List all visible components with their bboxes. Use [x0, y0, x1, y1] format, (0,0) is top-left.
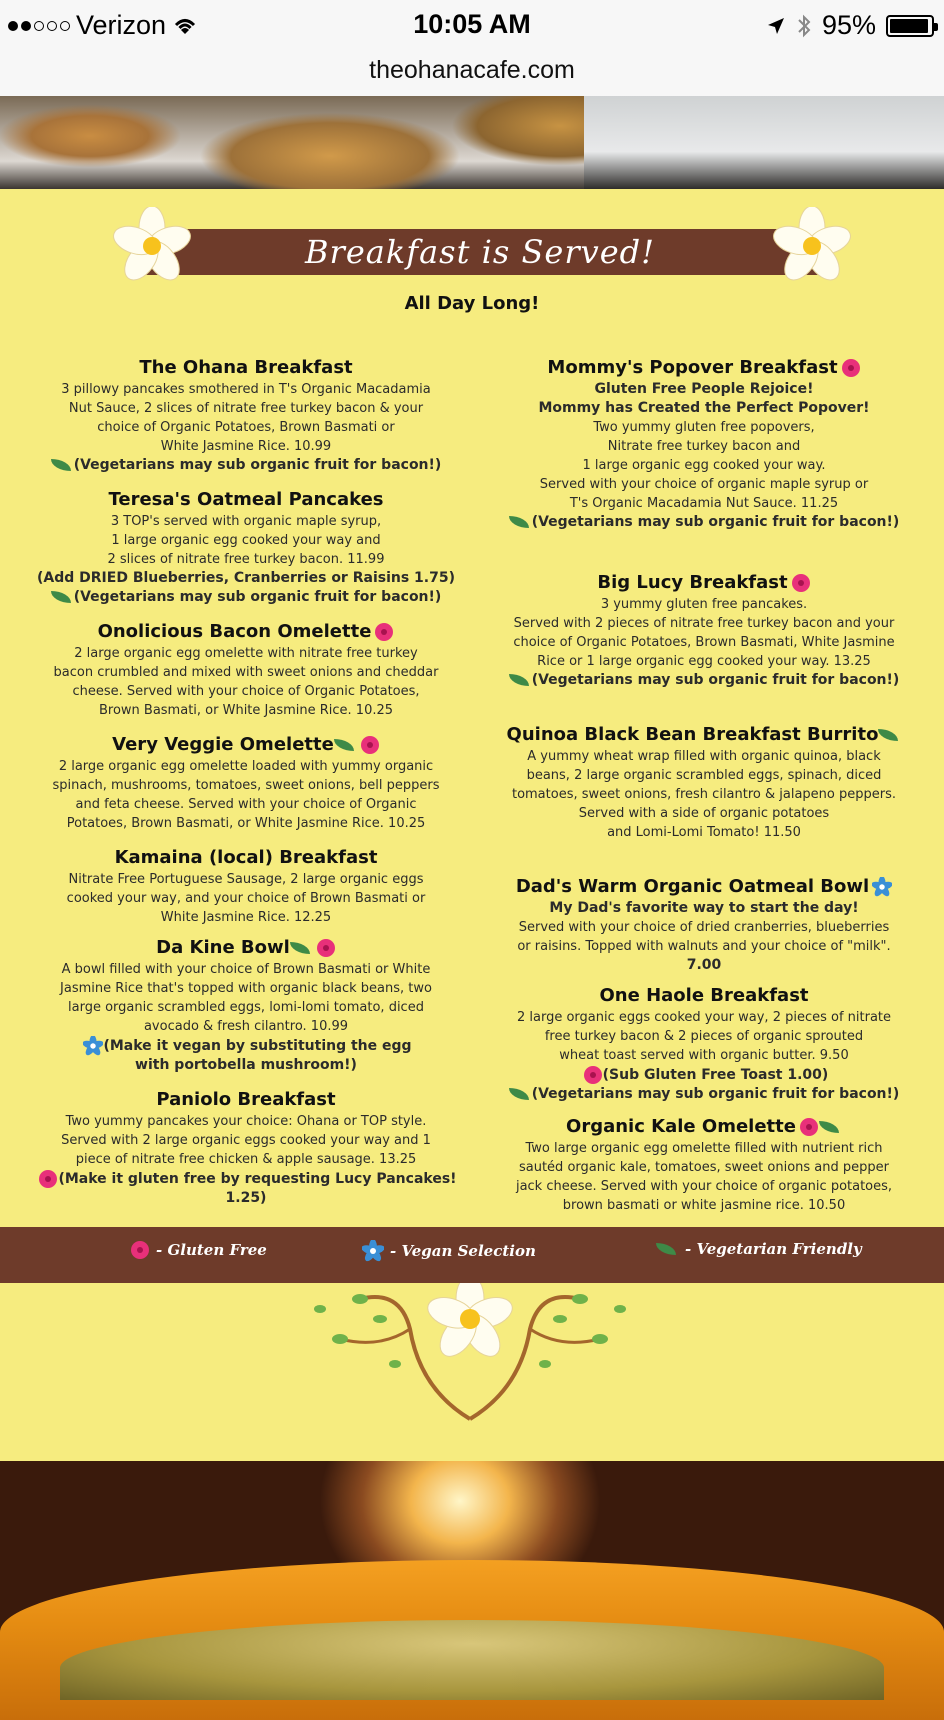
- hibiscus-icon: [791, 573, 811, 593]
- menu-item-line: [26, 531, 466, 550]
- url-bar[interactable]: [0, 50, 944, 97]
- menu-item-line-text: 3 pillowy pancakes smothered in T's Organic Macadamia: [61, 382, 431, 397]
- menu-item-line-text: free turkey bacon & 2 pieces of organic sprouted: [544, 1029, 864, 1044]
- menu-item-line-text: Nitrate free turkey bacon and: [607, 439, 801, 454]
- menu-item: [486, 572, 922, 690]
- menu-item-line: [26, 1131, 466, 1150]
- menu-item-line-text: 1 large organic egg cooked your way and: [111, 533, 381, 548]
- menu-item-name: [26, 357, 466, 378]
- menu-item-line-text: with portobella mushroom!): [135, 1057, 357, 1073]
- menu-item-line: [26, 682, 466, 701]
- menu-item-name: [26, 1089, 466, 1110]
- menu-item-line: [486, 918, 922, 937]
- menu-item-line-text: 2 large organic egg omelette loaded with yummy organic: [58, 759, 434, 774]
- menu-item-line: [486, 1139, 922, 1158]
- menu-item-line-text: spinach, mushrooms, tomatoes, sweet onions, bell peppers: [52, 778, 440, 793]
- menu-item-line-text: large organic scrambled eggs, lomi-lomi tomato, diced: [68, 1000, 424, 1015]
- menu-item-line-text: and Lomi-Lomi Tomato! 11.50: [607, 825, 801, 840]
- leaf-icon: [334, 739, 354, 751]
- menu-item-line-text: Served with your choice of organic maple syrup or: [539, 477, 869, 492]
- tree-illustration: [300, 1269, 640, 1429]
- menu-item-line: [26, 998, 466, 1017]
- menu-item-name: [26, 621, 466, 642]
- menu-item: [26, 734, 466, 833]
- menu-item-line: [486, 614, 922, 633]
- menu-item: [26, 357, 466, 475]
- menu-item-name: [26, 847, 466, 868]
- menu-item-line: [486, 1027, 922, 1046]
- plumeria-flower-icon: [112, 207, 192, 285]
- battery-icon: [886, 15, 934, 37]
- leaf-icon: [509, 516, 529, 528]
- menu-item-line: [486, 595, 922, 614]
- menu-item-line: [26, 870, 466, 889]
- menu-item-line-text: beans, 2 large organic scrambled eggs, spinach, diced: [526, 768, 882, 783]
- menu-item-line-text: (Vegetarians may sub organic fruit for bacon!): [73, 589, 442, 605]
- menu-item-line-text: 7.00: [686, 957, 722, 973]
- menu-item-line-text: Potatoes, Brown Basmati, or White Jasmine Rice. 10.25: [66, 816, 426, 831]
- hibiscus-icon: [360, 735, 380, 755]
- menu-item-line-text: (Add DRIED Blueberries, Cranberries or Raisins 1.75): [37, 570, 455, 586]
- menu-item-line: [486, 456, 922, 475]
- blue-flower-icon: [83, 1036, 103, 1056]
- menu-item: [26, 937, 466, 1075]
- menu-item-line: [26, 399, 466, 418]
- menu-item-line-text: choice of Organic Potatoes, Brown Basmati or: [97, 420, 395, 435]
- carrier-name: Verizon: [76, 10, 167, 40]
- menu-item-line-text: Served with your choice of dried cranberries, blueberries: [518, 920, 890, 935]
- menu-item-name-text: One Haole Breakfast: [599, 985, 809, 1006]
- pancake-photo: [0, 96, 944, 189]
- menu-item-line-text: My Dad's favorite way to start the day!: [549, 900, 859, 916]
- menu-item-line-text: (Make it gluten free by requesting Lucy Pancakes! 1.25): [58, 1171, 457, 1206]
- menu-item-line-text: avocado & fresh cilantro. 10.99: [143, 1019, 349, 1034]
- menu-item-name-text: The Ohana Breakfast: [139, 357, 353, 378]
- hibiscus-icon: [841, 358, 861, 378]
- menu-item-name-text: Organic Kale Omelette: [566, 1116, 796, 1137]
- menu-item-line: [26, 569, 466, 588]
- menu-item-line: [26, 1036, 466, 1056]
- hibiscus-icon: [38, 1169, 58, 1189]
- menu-item-line-text: 2 large organic eggs cooked your way, 2 pieces of nitrate: [516, 1010, 892, 1025]
- menu-item-line: [486, 633, 922, 652]
- menu-item-line: [26, 979, 466, 998]
- menu-item: [486, 876, 922, 975]
- menu-item-name: [486, 1116, 922, 1137]
- menu-item-line-text: Nut Sauce, 2 slices of nitrate free turkey bacon & your: [68, 401, 424, 416]
- menu-item-line-text: Served with 2 large organic eggs cooked your way and 1: [61, 1133, 431, 1148]
- menu-item-line: [486, 1065, 922, 1085]
- menu-item-line: [26, 814, 466, 833]
- menu-item: [486, 724, 922, 842]
- menu-item-line-text: 2 slices of nitrate free turkey bacon. 11.99: [107, 552, 385, 567]
- menu-item-name: [486, 985, 922, 1006]
- menu-item-line-text: T's Organic Macadamia Nut Sauce. 11.25: [569, 496, 839, 511]
- menu-item-line-text: Served with 2 pieces of nitrate free turkey bacon and your: [513, 616, 895, 631]
- menu-item-line-text: Gluten Free People Rejoice!: [594, 381, 814, 397]
- menu-item-line-text: tomatoes, sweet onions, fresh cilantro & jalapeno peppers.: [511, 787, 897, 802]
- menu-item-line-text: brown basmati or white jasmine rice. 10.50: [562, 1198, 846, 1213]
- hibiscus-icon: [316, 938, 336, 958]
- menu-item-name: [486, 876, 922, 897]
- menu-item-line-text: 3 yummy gluten free pancakes.: [600, 597, 808, 612]
- menu-item-line: [486, 437, 922, 456]
- menu-item-line: [26, 776, 466, 795]
- menu-item-line: [26, 418, 466, 437]
- menu-item-line-text: (Vegetarians may sub organic fruit for bacon!): [531, 514, 900, 530]
- menu-item-line-text: Nitrate Free Portuguese Sausage, 2 large organic eggs: [68, 872, 424, 887]
- menu-item-name-text: Onolicious Bacon Omelette: [97, 621, 372, 642]
- menu-item-line: [26, 889, 466, 908]
- menu-item: [486, 1116, 922, 1215]
- menu-item-line-text: Brown Basmati, or White Jasmine Rice. 10.25: [98, 703, 394, 718]
- menu-item-name: [486, 724, 922, 745]
- menu-column-right: [486, 357, 922, 1215]
- menu-item-line: [486, 652, 922, 671]
- blue-flower-icon: [362, 1240, 384, 1262]
- menu-item-line: [486, 956, 922, 975]
- menu-item-line-text: Rice or 1 large organic egg cooked your way. 13.25: [537, 654, 871, 669]
- leaf-icon: [878, 729, 898, 741]
- menu-item-line: [26, 795, 466, 814]
- menu-item-line-text: (Sub Gluten Free Toast 1.00): [602, 1067, 829, 1083]
- menu-item-line-text: (Vegetarians may sub organic fruit for bacon!): [73, 457, 442, 473]
- menu-item: [486, 985, 922, 1104]
- leaf-icon: [290, 942, 310, 954]
- menu-column-left: [26, 357, 466, 1208]
- menu-item-name-text: Kamaina (local) Breakfast: [114, 847, 378, 868]
- menu-item-name-text: Da Kine Bowl: [156, 937, 290, 958]
- menu-item-name: [26, 734, 466, 755]
- plate-image: [584, 96, 944, 189]
- menu-item-line: [486, 1196, 922, 1215]
- hibiscus-icon: [583, 1065, 603, 1085]
- menu-item-line-text: (Vegetarians may sub organic fruit for bacon!): [531, 672, 900, 688]
- menu-item-line: [486, 494, 922, 513]
- menu-item-line: [486, 1046, 922, 1065]
- menu-item-line: [26, 1169, 466, 1208]
- menu-item-line-text: Mommy has Created the Perfect Popover!: [538, 400, 870, 416]
- menu-item-line: [486, 418, 922, 437]
- hibiscus-icon: [374, 622, 394, 642]
- legend-vegan-label: - Vegan Selection: [390, 1242, 536, 1260]
- menu-item-line-text: A yummy wheat wrap filled with organic quinoa, black: [527, 749, 881, 764]
- menu-item: [486, 357, 922, 532]
- legend-gluten-free-label: - Gluten Free: [156, 1241, 267, 1259]
- menu-item-line: [26, 512, 466, 531]
- menu-item: [26, 1089, 466, 1208]
- menu-item: [26, 621, 466, 720]
- leaf-icon: [509, 674, 529, 686]
- status-right: [766, 10, 934, 41]
- menu-item-line: [486, 1008, 922, 1027]
- menu-item-line-text: Two yummy pancakes your choice: Ohana or TOP style.: [65, 1114, 427, 1129]
- menu-item-line-text: choice of Organic Potatoes, Brown Basmati, White Jasmine: [513, 635, 895, 650]
- menu-item-line-text: Jasmine Rice that's topped with organic black beans, two: [60, 981, 432, 996]
- menu-item-line: [26, 380, 466, 399]
- menu-item-line-text: Two large organic egg omelette filled with nutrient rich: [525, 1141, 883, 1156]
- legend-vegetarian: [656, 1240, 862, 1258]
- menu-item-line: [486, 399, 922, 418]
- hibiscus-icon: [130, 1240, 150, 1260]
- menu-item-line-text: (Vegetarians may sub organic fruit for bacon!): [531, 1086, 900, 1102]
- menu-item-line: [486, 1177, 922, 1196]
- menu-item-line: [486, 475, 922, 494]
- menu-item-line-text: Served with a side of organic potatoes: [578, 806, 830, 821]
- menu-item-name: [26, 489, 466, 510]
- menu-item-line: [486, 804, 922, 823]
- menu-item-line: [26, 437, 466, 456]
- menu-item-line-text: 3 TOP's served with organic maple syrup,: [110, 514, 382, 529]
- menu-item-line: [486, 1085, 922, 1104]
- hibiscus-icon: [799, 1117, 819, 1137]
- menu-item-line: [486, 785, 922, 804]
- menu-item-name-text: Mommy's Popover Breakfast: [547, 357, 838, 378]
- menu-item-line: [486, 899, 922, 918]
- menu-item-line: [26, 908, 466, 927]
- bluetooth-icon: [796, 14, 812, 38]
- menu-item-line-text: wheat toast served with organic butter. 9.50: [559, 1048, 849, 1063]
- battery-percent: 95%: [821, 10, 876, 40]
- blue-flower-icon: [872, 877, 892, 897]
- menu-item-line: [486, 380, 922, 399]
- menu-item-line-text: White Jasmine Rice. 10.99: [160, 439, 332, 454]
- menu-item-line-text: bacon crumbled and mixed with sweet onions and cheddar: [53, 665, 439, 680]
- menu-subtitle: All Day Long!: [404, 293, 540, 314]
- menu-item-line-text: piece of nitrate free chicken & apple sausage. 13.25: [75, 1152, 417, 1167]
- menu-item-line-text: sautéd organic kale, tomatoes, sweet onions and pepper: [518, 1160, 889, 1175]
- menu-item-line-text: White Jasmine Rice. 12.25: [160, 910, 332, 925]
- menu-item-line: [486, 823, 922, 842]
- menu-item-name-text: Teresa's Oatmeal Pancakes: [108, 489, 384, 510]
- menu-title: Breakfast is Served!: [305, 233, 655, 271]
- menu-item-line-text: (Make it vegan by substituting the egg: [103, 1038, 412, 1054]
- menu-item-line-text: cheese. Served with your choice of Organic Potatoes,: [72, 684, 420, 699]
- menu-item: [26, 489, 466, 607]
- menu-item-line: [26, 1056, 466, 1075]
- menu-item-line: [26, 1017, 466, 1036]
- leaf-icon: [656, 1243, 676, 1255]
- menu-item-line: [26, 960, 466, 979]
- menu-item-name-text: Big Lucy Breakfast: [597, 572, 788, 593]
- menu-item-name: [486, 572, 922, 593]
- menu-item-line: [26, 456, 466, 475]
- menu-item-line-text: jack cheese. Served with your choice of organic potatoes,: [515, 1179, 893, 1194]
- menu-item-line: [26, 663, 466, 682]
- legend-vegetarian-label: - Vegetarian Friendly: [685, 1240, 862, 1258]
- leaf-icon: [819, 1121, 839, 1133]
- menu-item-name-text: Very Veggie Omelette: [112, 734, 334, 755]
- url-text[interactable]: theohanacafe.com: [369, 56, 575, 84]
- menu-item-name-text: Quinoa Black Bean Breakfast Burrito: [506, 724, 879, 745]
- menu-item-line: [26, 588, 466, 607]
- menu-item-line: [486, 747, 922, 766]
- menu-item: [26, 847, 466, 927]
- leaf-icon: [51, 591, 71, 603]
- legend-gluten-free: [130, 1240, 267, 1260]
- menu-item-line-text: cooked your way, and your choice of Brown Basmati or: [66, 891, 426, 906]
- menu-item-line-text: Two yummy gluten free popovers,: [593, 420, 815, 435]
- menu-item-line: [26, 1150, 466, 1169]
- leaf-icon: [509, 1088, 529, 1100]
- menu-item-line: [26, 550, 466, 569]
- menu-item-name-text: Dad's Warm Organic Oatmeal Bowl: [515, 876, 870, 897]
- menu-item-name: [26, 937, 466, 958]
- menu-item-line: [486, 937, 922, 956]
- menu-item-line: [486, 671, 922, 690]
- plumeria-flower-icon: [772, 207, 852, 285]
- menu-item-line: [486, 766, 922, 785]
- menu-item-line: [26, 1112, 466, 1131]
- menu-item-line-text: and feta cheese. Served with your choice of Organic: [75, 797, 417, 812]
- menu-item-line: [26, 644, 466, 663]
- menu-item-line-text: 1 large organic egg cooked your way.: [582, 458, 826, 473]
- menu-item-line-text: 2 large organic egg omelette with nitrate free turkey: [74, 646, 418, 661]
- location-arrow-icon: [766, 16, 786, 36]
- menu-item-line: [26, 757, 466, 776]
- menu-item-line: [26, 701, 466, 720]
- menu-item-name-text: Paniolo Breakfast: [156, 1089, 336, 1110]
- legend-vegan: [362, 1240, 536, 1262]
- menu-item-line: [486, 1158, 922, 1177]
- menu-item-name: [486, 357, 922, 378]
- leaf-icon: [51, 459, 71, 471]
- menu-item-line-text: or raisins. Topped with walnuts and your choice of "milk".: [517, 939, 891, 954]
- status-bar: [0, 0, 944, 50]
- clock: 10:05 AM: [413, 9, 531, 39]
- menu-item-line: [486, 513, 922, 532]
- menu-item-line-text: A bowl filled with your choice of Brown Basmati or White: [61, 962, 431, 977]
- title-banner: [130, 229, 830, 275]
